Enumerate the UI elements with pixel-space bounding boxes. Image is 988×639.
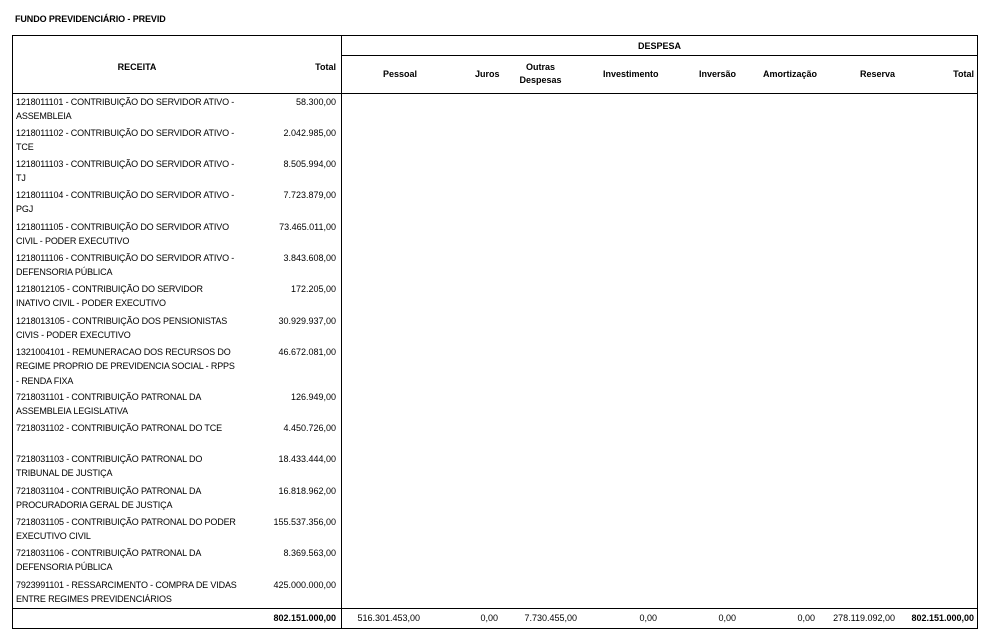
receita-description: 1218011106 - CONTRIBUIÇÃO DO SERVIDOR ATIVO - DEFENSORIA PÚBLICA — [16, 253, 235, 278]
receita-value: 8.369.563,00 — [283, 548, 336, 558]
budget-table — [12, 35, 978, 629]
col-header-outras-despesas: Outras Despesas — [519, 62, 562, 85]
receita-value: 8.505.994,00 — [283, 159, 336, 169]
receita-value: 73.465.011,00 — [279, 222, 336, 232]
col-header-reserva: Reserva — [860, 69, 896, 79]
despesa-header: DESPESA — [637, 41, 681, 51]
despesa-grand-total: 802.151.000,00 — [911, 613, 974, 623]
total-reserva: 278.119.092,00 — [833, 613, 895, 623]
total-inversao: 0,00 — [718, 613, 736, 623]
column-divider — [341, 36, 342, 628]
receita-grand-total: 802.151.000,00 — [273, 613, 336, 623]
receita-value: 172.205,00 — [290, 284, 336, 294]
receita-description: 7218031101 - CONTRIBUIÇÃO PATRONAL DA ASSEMBLEIA LEGISLATIVA — [16, 392, 201, 417]
receita-description: 1321004101 - REMUNERACAO DOS RECURSOS DO REGIME PROPRIO DE PREVIDENCIA SOCIAL - RPPS - RENDA FIXA — [16, 347, 235, 386]
col-header-amortizacao: Amortização — [763, 69, 818, 79]
col-header-total: Total — [953, 69, 974, 79]
receita-description: 7218031102 - CONTRIBUIÇÃO PATRONAL DO TCE — [16, 423, 222, 433]
receita-description: 7218031104 - CONTRIBUIÇÃO PATRONAL DA PROCURADORIA GERAL DE JUSTIÇA — [16, 486, 201, 511]
header-bottom-divider — [13, 93, 977, 94]
receita-description: 1218011102 - CONTRIBUIÇÃO DO SERVIDOR ATIVO - TCE — [16, 128, 235, 153]
total-pessoal: 516.301.453,00 — [357, 613, 420, 623]
receita-description: 1218013105 - CONTRIBUIÇÃO DOS PENSIONISTAS CIVIS - PODER EXECUTIVO — [16, 316, 228, 341]
fund-title: FUNDO PREVIDENCIÁRIO - PREVID — [15, 14, 166, 24]
col-header-juros: Juros — [475, 69, 500, 79]
receita-value: 16.818.962,00 — [278, 486, 336, 496]
receita-description: 7218031103 - CONTRIBUIÇÃO PATRONAL DO TRIBUNAL DE JUSTIÇA — [16, 454, 203, 479]
receita-value: 2.042.985,00 — [283, 128, 336, 138]
receita-description: 1218011105 - CONTRIBUIÇÃO DO SERVIDOR ATIVO CIVIL - PODER EXECUTIVO — [16, 222, 229, 247]
receita-description: 1218011101 - CONTRIBUIÇÃO DO SERVIDOR ATIVO - ASSEMBLEIA — [16, 97, 235, 122]
receita-description: 7218031106 - CONTRIBUIÇÃO PATRONAL DA DEFENSORIA PÚBLICA — [16, 548, 201, 573]
totals-divider — [13, 608, 977, 609]
col-header-investimento: Investimento — [603, 69, 659, 79]
receita-value: 46.672.081,00 — [278, 347, 336, 357]
receita-description: 7923991101 - RESSARCIMENTO - COMPRA DE VIDAS ENTRE REGIMES PREVIDENCIÁRIOS — [16, 580, 237, 605]
receita-description: 1218011103 - CONTRIBUIÇÃO DO SERVIDOR ATIVO - TJ — [16, 159, 235, 184]
col-header-pessoal: Pessoal — [383, 69, 418, 79]
col-header-inversao: Inversão — [699, 69, 737, 79]
receita-description: 7218031105 - CONTRIBUIÇÃO PATRONAL DO PODER EXECUTIVO CIVIL — [16, 517, 236, 542]
receita-description: 1218012105 - CONTRIBUIÇÃO DO SERVIDOR INATIVO CIVIL - PODER EXECUTIVO — [16, 284, 203, 309]
receita-value: 18.433.444,00 — [278, 454, 336, 464]
receita-header: RECEITA — [117, 62, 157, 72]
receita-value: 58.300,00 — [295, 97, 336, 107]
receita-value: 3.843.608,00 — [283, 253, 336, 263]
despesa-header-divider — [342, 55, 977, 56]
receita-total-header: Total — [315, 62, 336, 72]
total-amortizacao: 0,00 — [797, 613, 815, 623]
receita-value: 425.000.000,00 — [273, 580, 336, 590]
receita-value: 126.949,00 — [290, 392, 336, 402]
total-investimento: 0,00 — [639, 613, 657, 623]
total-juros: 0,00 — [480, 613, 498, 623]
receita-value: 7.723.879,00 — [283, 190, 336, 200]
receita-value: 4.450.726,00 — [283, 423, 336, 433]
total-outras-despesas: 7.730.455,00 — [524, 613, 577, 623]
receita-value: 155.537.356,00 — [273, 517, 336, 527]
receita-value: 30.929.937,00 — [278, 316, 336, 326]
receita-description: 1218011104 - CONTRIBUIÇÃO DO SERVIDOR ATIVO - PGJ — [16, 190, 235, 215]
